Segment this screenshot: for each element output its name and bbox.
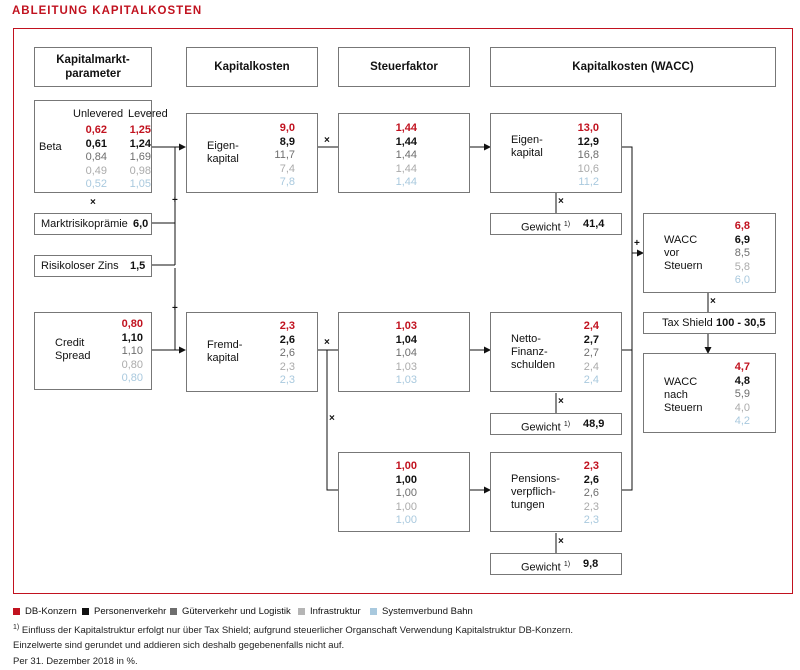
legend-item-systemverbund xyxy=(370,606,473,617)
wacc-netdebt-label-2: Finanz- xyxy=(511,346,548,358)
value-db-konzern: 2,3 xyxy=(583,460,599,472)
wacc-pension-label-1: Pensions- xyxy=(511,473,560,485)
tax-factor-debt-box xyxy=(338,312,470,392)
debt-cost-box xyxy=(186,312,318,392)
market-risk-value: 6,0 xyxy=(133,218,149,230)
beta-unlevered-values xyxy=(79,124,107,192)
weight-netdebt-value: 48,9 xyxy=(583,418,605,430)
equity-cost-values xyxy=(261,122,295,190)
wacc-equity-label-1: Eigen- xyxy=(511,134,543,146)
value-personenverkehr: 6,9 xyxy=(734,233,750,246)
date-note: Per 31. Dezember 2018 in %. xyxy=(13,656,138,667)
tax-factor-pension-values xyxy=(385,460,417,528)
equity-cost-box xyxy=(186,113,318,193)
credit-spread-values xyxy=(109,318,143,386)
times-operator-beta: × xyxy=(90,197,96,208)
value-gueterverkehr: 2,6 xyxy=(583,487,599,499)
wacc-netdebt-label-3: schulden xyxy=(511,359,556,371)
tax-factor-pension-box xyxy=(338,452,470,532)
value-db-konzern: 2,3 xyxy=(279,320,295,332)
value-systemverbund: 0,80 xyxy=(121,372,143,384)
value-infrastruktur: 0,49 xyxy=(85,164,107,177)
legend-swatch xyxy=(370,608,377,615)
value-db-konzern: 0,80 xyxy=(121,318,143,330)
value-db-konzern: 1,03 xyxy=(395,320,417,332)
wacc-equity-box xyxy=(490,113,622,193)
tax-shield-box xyxy=(643,312,776,334)
value-infrastruktur: 10,6 xyxy=(577,162,599,175)
beta-levered-header: Levered xyxy=(128,108,168,120)
value-systemverbund: 1,44 xyxy=(395,176,417,188)
credit-spread-box xyxy=(34,312,152,390)
weight-netdebt-label: Gewicht $^{1)}$ xyxy=(521,421,571,434)
plus-operator-wacc: + xyxy=(634,238,640,249)
legend-item-gueterverkehr xyxy=(170,606,291,617)
wacc-posttax-label-3: Steuern xyxy=(664,402,703,414)
wacc-netdebt-box xyxy=(490,312,622,392)
value-systemverbund: 7,8 xyxy=(279,176,295,188)
wacc-posttax-values xyxy=(718,361,750,429)
value-infrastruktur: 0,80 xyxy=(121,358,143,371)
wacc-pension-label-2: verpflich- xyxy=(511,486,556,498)
debt-cost-label-2: kapital xyxy=(207,352,239,364)
wacc-pretax-label-3: Steuern xyxy=(664,260,703,272)
beta-label: Beta xyxy=(39,141,62,153)
legend-item-infrastruktur xyxy=(298,606,361,617)
value-gueterverkehr: 1,04 xyxy=(395,347,417,359)
value-personenverkehr: 1,10 xyxy=(121,331,143,344)
value-db-konzern: 1,25 xyxy=(129,124,151,136)
value-personenverkehr: 1,24 xyxy=(129,137,151,150)
value-infrastruktur: 7,4 xyxy=(279,162,295,175)
times-operator-weight-netdebt: × xyxy=(558,396,564,407)
tax-factor-equity-values xyxy=(385,122,417,190)
legend-label: Infrastruktur xyxy=(310,606,361,617)
value-personenverkehr: 2,6 xyxy=(279,333,295,346)
value-systemverbund: 0,52 xyxy=(85,178,107,190)
value-db-konzern: 4,7 xyxy=(734,361,750,373)
value-db-konzern: 1,00 xyxy=(395,460,417,472)
weight-netdebt-box xyxy=(490,413,622,435)
value-systemverbund: 2,3 xyxy=(583,514,599,526)
riskfree-value: 1,5 xyxy=(130,260,146,272)
legend-item-personenverkehr xyxy=(82,606,166,617)
chart-title: ABLEITUNG KAPITALKOSTEN xyxy=(12,5,203,17)
wacc-netdebt-values xyxy=(565,320,599,388)
equity-cost-label-2: kapital xyxy=(207,153,239,165)
weight-equity-box xyxy=(490,213,622,235)
value-gueterverkehr: 8,5 xyxy=(734,247,750,259)
value-db-konzern: 2,4 xyxy=(583,320,599,332)
value-db-konzern: 9,0 xyxy=(279,122,295,134)
value-systemverbund: 1,00 xyxy=(395,514,417,526)
value-systemverbund: 1,05 xyxy=(129,178,151,190)
value-infrastruktur: 1,44 xyxy=(395,162,417,175)
value-infrastruktur: 2,4 xyxy=(583,360,599,373)
rounding-note: Einzelwerte sind gerundet und addieren sich deshalb gegebenenfalls nicht auf. xyxy=(13,640,345,651)
riskfree-label: Risikoloser Zins xyxy=(41,260,119,272)
legend-swatch xyxy=(13,608,20,615)
value-db-konzern: 1,44 xyxy=(395,122,417,134)
market-risk-premium-box xyxy=(34,213,152,235)
tax-factor-equity-box xyxy=(338,113,470,193)
times-operator-pension: × xyxy=(329,413,335,424)
value-personenverkehr: 12,9 xyxy=(577,135,599,148)
wacc-pretax-box xyxy=(643,213,776,293)
debt-cost-label-1: Fremd- xyxy=(207,339,243,351)
legend-label: Personenverkehr xyxy=(94,606,167,617)
value-infrastruktur: 5,8 xyxy=(734,260,750,273)
weight-pension-value: 9,8 xyxy=(583,558,599,570)
legend-label: Güterverkehr und Logistik xyxy=(182,606,291,617)
value-systemverbund: 4,2 xyxy=(734,415,750,427)
beta-levered-values xyxy=(123,124,151,192)
plus-operator-riskfree: + xyxy=(172,195,178,206)
legend-label: DB-Konzern xyxy=(25,606,77,617)
value-gueterverkehr: 1,00 xyxy=(395,487,417,499)
value-gueterverkehr: 16,8 xyxy=(577,149,599,161)
value-infrastruktur: 4,0 xyxy=(734,401,750,414)
wacc-posttax-box xyxy=(643,353,776,433)
wacc-pension-label-3: tungen xyxy=(511,499,545,511)
legend-swatch xyxy=(82,608,89,615)
value-personenverkehr: 1,44 xyxy=(395,135,417,148)
times-operator-taxshield: × xyxy=(710,296,716,307)
value-personenverkehr: 0,61 xyxy=(85,137,107,150)
wacc-netdebt-label-1: Netto- xyxy=(511,333,541,345)
value-gueterverkehr: 2,6 xyxy=(279,347,295,359)
legend-swatch xyxy=(170,608,177,615)
value-gueterverkehr: 2,7 xyxy=(583,347,599,359)
riskfree-rate-box xyxy=(34,255,152,277)
credit-spread-label-1: Credit xyxy=(55,337,85,349)
beta-box xyxy=(34,100,168,193)
weight-pension-label: Gewicht $^{1)}$ xyxy=(521,561,571,574)
value-db-konzern: 0,62 xyxy=(85,124,107,136)
header-cost-of-capital: Kapitalkosten xyxy=(186,47,318,87)
value-systemverbund: 6,0 xyxy=(734,274,750,286)
footnote: $^{1)}$ Einfluss der Kapitalstruktur erfolgt nur über Tax Shield; aufgrund steuerlicher Organschaft Verwendung Kapitalstruktur DB-Konzern. xyxy=(13,624,573,637)
header-wacc: Kapitalkosten (WACC) xyxy=(490,47,776,87)
value-db-konzern: 6,8 xyxy=(734,220,750,232)
wacc-posttax-label-2: nach xyxy=(664,389,688,401)
wacc-pretax-label-2: vor xyxy=(664,247,680,259)
value-personenverkehr: 8,9 xyxy=(279,135,295,148)
legend-label: Systemverbund Bahn xyxy=(382,606,473,617)
value-infrastruktur: 1,00 xyxy=(395,500,417,513)
value-systemverbund: 1,03 xyxy=(395,374,417,386)
value-personenverkehr: 1,00 xyxy=(395,473,417,486)
value-infrastruktur: 0,98 xyxy=(129,164,151,177)
times-operator-debt: × xyxy=(324,337,330,348)
wacc-pension-values xyxy=(565,460,599,528)
weight-equity-label: Gewicht $^{1)}$ xyxy=(521,221,571,234)
value-personenverkehr: 4,8 xyxy=(734,374,750,387)
legend-item-db-konzern xyxy=(13,606,77,617)
equity-cost-label-1: Eigen- xyxy=(207,140,239,152)
wacc-posttax-label-1: WACC xyxy=(664,376,698,388)
value-systemverbund: 2,3 xyxy=(279,374,295,386)
wacc-equity-label-2: kapital xyxy=(511,147,543,159)
beta-unlevered-header: Unlevered xyxy=(73,108,124,120)
times-operator-weight-pension: × xyxy=(558,536,564,547)
times-operator-equity: × xyxy=(324,135,330,146)
value-gueterverkehr: 1,69 xyxy=(129,151,151,163)
credit-spread-label-2: Spread xyxy=(55,350,91,362)
value-systemverbund: 11,2 xyxy=(578,176,599,188)
value-gueterverkehr: 1,44 xyxy=(395,149,417,161)
value-personenverkehr: 1,04 xyxy=(395,333,417,346)
debt-cost-values xyxy=(261,320,295,388)
plus-operator-spread: + xyxy=(172,303,178,314)
value-infrastruktur: 1,03 xyxy=(395,360,417,373)
tax-shield-value: 100 - 30,5 xyxy=(716,317,766,329)
legend-swatch xyxy=(298,608,305,615)
wacc-pretax-label-1: WACC xyxy=(664,234,698,246)
value-infrastruktur: 2,3 xyxy=(583,500,599,513)
market-risk-label: Marktrisikoprämie xyxy=(41,218,128,230)
weight-equity-value: 41,4 xyxy=(583,218,605,230)
wacc-equity-values xyxy=(565,122,599,190)
value-personenverkehr: 2,7 xyxy=(583,333,599,346)
header-market-parameters: Kapitalmarkt- parameter xyxy=(34,47,152,87)
value-systemverbund: 2,4 xyxy=(583,374,599,386)
wacc-pension-box xyxy=(490,452,622,532)
value-personenverkehr: 2,6 xyxy=(583,473,599,486)
value-db-konzern: 13,0 xyxy=(577,122,599,134)
header-tax-factor: Steuerfaktor xyxy=(338,47,470,87)
wacc-pretax-values xyxy=(718,220,750,288)
tax-factor-debt-values xyxy=(385,320,417,388)
tax-shield-label: Tax Shield xyxy=(662,317,713,329)
value-infrastruktur: 2,3 xyxy=(279,360,295,373)
value-gueterverkehr: 5,9 xyxy=(734,388,750,400)
value-gueterverkehr: 11,7 xyxy=(274,149,295,161)
times-operator-weight-equity: × xyxy=(558,196,564,207)
value-gueterverkehr: 1,10 xyxy=(121,345,143,357)
value-gueterverkehr: 0,84 xyxy=(85,151,107,163)
weight-pension-box xyxy=(490,553,622,575)
